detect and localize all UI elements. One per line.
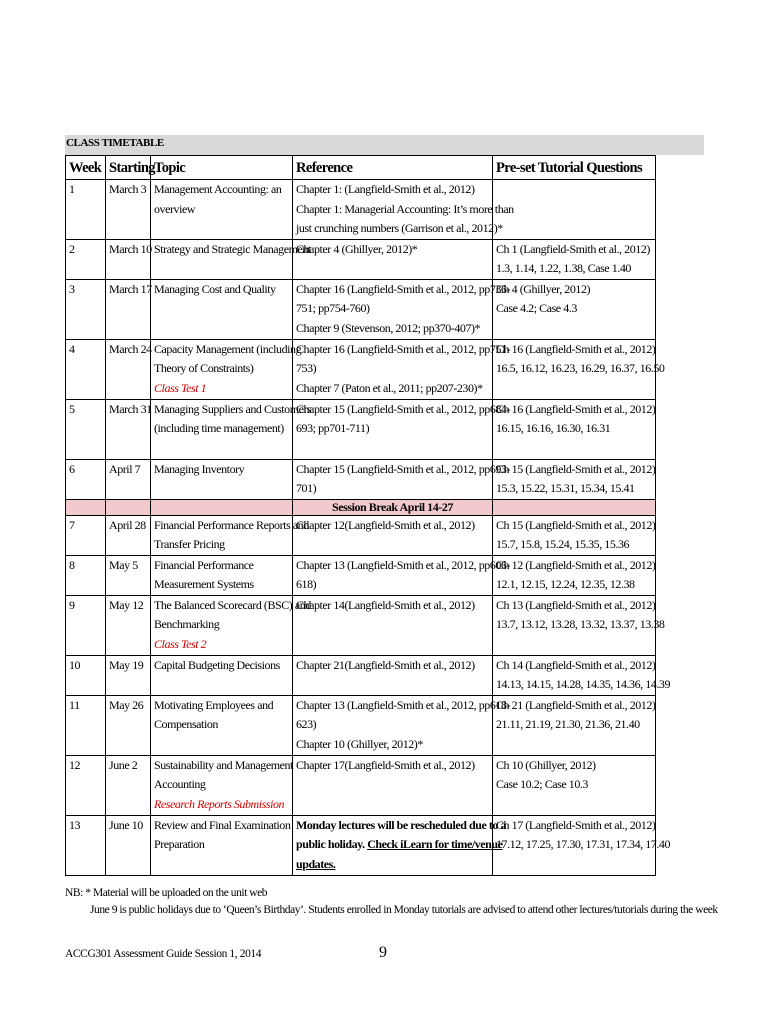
session-break-label: Session Break April 14-27: [293, 499, 493, 515]
session-break-cell: [66, 499, 106, 515]
question-line: Ch 16 (Langfield-Smith et al., 2012): [496, 401, 656, 416]
reference-line: 618): [296, 577, 317, 591]
cell-starting: March 24: [106, 339, 151, 399]
reference-line: Chapter 12(Langfield-Smith et al., 2012): [296, 517, 475, 532]
question-line: 15.7, 15.8, 15.24, 15.35, 15.36: [496, 537, 630, 551]
topic-line: Accounting: [154, 777, 206, 791]
cell-questions: [493, 595, 665, 655]
reference-line: Chapter 14(Langfield-Smith et al., 2012): [296, 597, 475, 612]
question-line: Ch 4 (Ghillyer, 2012): [496, 281, 591, 296]
cell-week: 1: [66, 180, 106, 240]
cell-topic: [151, 339, 302, 399]
cell-starting: April 28: [106, 515, 151, 555]
cell-topic: [151, 399, 312, 459]
note-holiday: June 9 is public holidays due to ‘Queen’s Birthday’. Students enrolled in Monday tutorials are advised to attend other lectures/tutorials during the week: [90, 904, 718, 916]
question-line: 16.15, 16.16, 16.30, 16.31: [496, 421, 611, 435]
table-row: [66, 180, 656, 240]
reference-line: Chapter 16 (Langfield-Smith et al., 2012, pp736-: [296, 281, 511, 296]
topic-line: Managing Inventory: [154, 461, 245, 476]
topic-note: Class Test 1: [154, 380, 207, 395]
cell-starting: May 5: [106, 555, 151, 595]
topic-line: Managing Suppliers and Customers: [154, 401, 312, 416]
cell-week: 3: [66, 279, 106, 339]
session-break-cell: [151, 499, 293, 515]
reference-line: Chapter 1: Managerial Accounting: It’s more than: [296, 201, 514, 216]
table-row: [66, 515, 656, 555]
cell-questions: [493, 339, 665, 399]
cell-topic: [151, 655, 293, 695]
topic-note: Class Test 2: [154, 636, 207, 651]
table-row: [66, 555, 656, 595]
table-row: [66, 339, 656, 399]
reference-line: Chapter 9 (Stevenson, 2012; pp370-407)*: [296, 320, 481, 335]
session-break-cell: [493, 499, 656, 515]
question-line: 17.12, 17.25, 17.30, 17.31, 17.34, 17.40: [496, 837, 671, 851]
cell-topic: [151, 595, 311, 655]
question-line: Case 10.2; Case 10.3: [496, 777, 588, 791]
cell-reference: [293, 279, 511, 339]
topic-line: Measurement Systems: [154, 577, 254, 591]
reference-line: Chapter 16 (Langfield-Smith et al., 2012, pp751-: [296, 341, 511, 356]
reference-text: public holiday.: [296, 837, 365, 851]
cell-reference: [293, 695, 511, 755]
topic-line: Preparation: [154, 837, 205, 851]
cell-week: 13: [66, 815, 106, 875]
reference-line: 701): [296, 481, 317, 495]
header-starting: Starting: [106, 156, 151, 180]
cell-week: 5: [66, 399, 106, 459]
topic-line: Managing Cost and Quality: [154, 281, 276, 296]
cell-starting: March 31: [106, 399, 151, 459]
topic-line: The Balanced Scorecard (BSC) and: [154, 597, 311, 612]
cell-reference: [293, 595, 493, 655]
cell-topic: [151, 279, 293, 339]
cell-reference: [293, 755, 493, 815]
cell-starting: April 7: [106, 459, 151, 499]
cell-questions: [493, 239, 656, 279]
reference-line: Chapter 4 (Ghillyer, 2012)*: [296, 241, 418, 256]
question-line: Case 4.2; Case 4.3: [496, 301, 577, 315]
cell-reference: [293, 655, 493, 695]
session-break-row: [66, 499, 656, 515]
topic-line: Review and Final Examination: [154, 817, 291, 832]
section-title: CLASS TIMETABLE: [66, 137, 164, 149]
cell-questions: [493, 279, 656, 339]
table-header-row: [66, 156, 656, 180]
cell-topic: [151, 695, 293, 755]
cell-topic: [151, 459, 293, 499]
reference-line: Chapter 15 (Langfield-Smith et al., 2012, pp693-: [296, 461, 511, 476]
table-row: [66, 279, 656, 339]
question-line: Ch 16 (Langfield-Smith et al., 2012): [496, 341, 656, 356]
cell-reference: [293, 555, 511, 595]
cell-starting: May 26: [106, 695, 151, 755]
notes: [65, 885, 718, 919]
cell-week: 10: [66, 655, 106, 695]
cell-starting: June 2: [106, 755, 151, 815]
topic-line: Financial Performance: [154, 557, 254, 572]
ilearn-link-continued[interactable]: updates.: [296, 856, 336, 871]
header-reference: Reference: [293, 156, 493, 180]
cell-week: 6: [66, 459, 106, 499]
cell-topic: [151, 815, 293, 875]
cell-week: 12: [66, 755, 106, 815]
topic-line: Strategy and Strategic Management: [154, 241, 311, 256]
cell-reference: [293, 180, 514, 240]
cell-questions: [493, 399, 656, 459]
question-line: Ch 14 (Langfield-Smith et al., 2012): [496, 657, 656, 672]
question-line: 14.13, 14.15, 14.28, 14.35, 14.36, 14.39: [496, 677, 671, 691]
footer-document-title: ACCG301 Assessment Guide Session 1, 2014: [65, 948, 262, 960]
table-row: [66, 239, 656, 279]
header-questions: Pre-set Tutorial Questions: [493, 156, 656, 180]
table-row: [66, 755, 656, 815]
question-line: Ch 21 (Langfield-Smith et al., 2012): [496, 697, 656, 712]
cell-starting: June 10: [106, 815, 151, 875]
topic-line: Motivating Employees and: [154, 697, 274, 712]
reference-line: Chapter 1: (Langfield-Smith et al., 2012): [296, 182, 475, 196]
cell-reference: [293, 239, 493, 279]
reference-line: Chapter 15 (Langfield-Smith et al., 2012, pp684-: [296, 401, 511, 416]
cell-reference: [293, 515, 493, 555]
cell-questions: [493, 695, 656, 755]
table-row: [66, 815, 656, 875]
header-topic: Topic: [151, 156, 293, 180]
question-line: 13.7, 13.12, 13.28, 13.32, 13.37, 13.38: [496, 617, 665, 631]
question-line: 1.3, 1.14, 1.22, 1.38, Case 1.40: [496, 261, 631, 275]
topic-line: Transfer Pricing: [154, 537, 225, 551]
topic-line: Compensation: [154, 717, 218, 731]
reference-line: Chapter 13 (Langfield-Smith et al., 2012, pp606-: [296, 557, 511, 572]
reference-line: 753): [296, 361, 317, 375]
reference-line: Chapter 13 (Langfield-Smith et al., 2012, pp618-: [296, 697, 511, 712]
topic-line: Capacity Management (including: [154, 341, 302, 356]
cell-questions: [493, 515, 656, 555]
cell-topic: [151, 180, 293, 240]
topic-note: Research Reports Submission: [154, 796, 285, 811]
cell-reference: [293, 459, 511, 499]
reference-line: Chapter 10 (Ghillyer, 2012)*: [296, 736, 423, 751]
cell-reference: [293, 399, 511, 459]
page-number: 9: [379, 944, 387, 961]
topic-line: overview: [154, 201, 196, 216]
question-line: 16.5, 16.12, 16.23, 16.29, 16.37, 16.50: [496, 361, 665, 375]
reference-line: just crunching numbers (Garrison et al., 2012)*: [296, 221, 503, 235]
reference-line: Monday lectures will be rescheduled due to a: [296, 817, 507, 832]
question-line: 21.11, 21.19, 21.30, 21.36, 21.40: [496, 717, 640, 731]
reference-line: [296, 835, 503, 855]
table-row: [66, 595, 656, 655]
cell-topic: [151, 239, 311, 279]
cell-questions: [493, 555, 656, 595]
question-line: Ch 12 (Langfield-Smith et al., 2012): [496, 557, 656, 572]
cell-questions: [493, 459, 656, 499]
cell-starting: March 10: [106, 239, 151, 279]
cell-questions: [493, 655, 671, 695]
topic-line: Capital Budgeting Decisions: [154, 657, 280, 672]
class-timetable: [65, 155, 671, 876]
question-line: Ch 13 (Langfield-Smith et al., 2012): [496, 597, 656, 612]
cell-starting: May 19: [106, 655, 151, 695]
table-row: [66, 459, 656, 499]
reference-line: 693; pp701-711): [296, 421, 370, 435]
question-line: Ch 1 (Langfield-Smith et al., 2012): [496, 241, 650, 256]
cell-topic: [151, 515, 309, 555]
cell-reference: [293, 339, 511, 399]
cell-questions: [493, 755, 656, 815]
topic-line: Financial Performance Reports and: [154, 517, 309, 532]
question-line: Ch 17 (Langfield-Smith et al., 2012): [496, 817, 656, 832]
topic-line: Theory of Constraints): [154, 361, 254, 375]
reference-line: Chapter 7 (Paton et al., 2011; pp207-230)*: [296, 380, 483, 395]
question-line: Ch 10 (Ghillyer, 2012): [496, 757, 596, 772]
table-row: [66, 399, 656, 459]
cell-week: 11: [66, 695, 106, 755]
question-line: Ch 15 (Langfield-Smith et al., 2012): [496, 517, 656, 532]
topic-line: Sustainability and Management: [154, 757, 293, 772]
reference-line: Chapter 17(Langfield-Smith et al., 2012): [296, 757, 475, 772]
cell-questions: [493, 815, 671, 875]
note-materials: NB: * Material will be uploaded on the unit web: [65, 887, 268, 899]
question-line: Ch 15 (Langfield-Smith et al., 2012): [496, 461, 656, 476]
reference-line: 623): [296, 717, 317, 731]
cell-topic: [151, 555, 293, 595]
reference-line: 751; pp754-760): [296, 301, 370, 315]
topic-line: Management Accounting: an: [154, 182, 282, 196]
topic-line: (including time management): [154, 421, 284, 435]
table-row: [66, 695, 656, 755]
ilearn-link[interactable]: Check iLearn for time/venue: [367, 837, 503, 851]
cell-week: 7: [66, 515, 106, 555]
cell-week: 8: [66, 555, 106, 595]
question-line: 12.1, 12.15, 12.24, 12.35, 12.38: [496, 577, 635, 591]
session-break-cell: [106, 499, 151, 515]
cell-topic: [151, 755, 293, 815]
cell-week: 9: [66, 595, 106, 655]
cell-week: 4: [66, 339, 106, 399]
cell-questions: [493, 180, 656, 240]
cell-starting: March 17: [106, 279, 151, 339]
topic-line: Benchmarking: [154, 617, 220, 631]
header-week: Week: [66, 156, 106, 180]
question-line: 15.3, 15.22, 15.31, 15.34, 15.41: [496, 481, 635, 495]
table-body: [66, 180, 671, 876]
table-row: [66, 655, 656, 695]
cell-starting: May 12: [106, 595, 151, 655]
cell-starting: March 3: [106, 180, 151, 240]
cell-reference: [293, 815, 507, 875]
cell-week: 2: [66, 239, 106, 279]
reference-line: Chapter 21(Langfield-Smith et al., 2012): [296, 657, 475, 672]
